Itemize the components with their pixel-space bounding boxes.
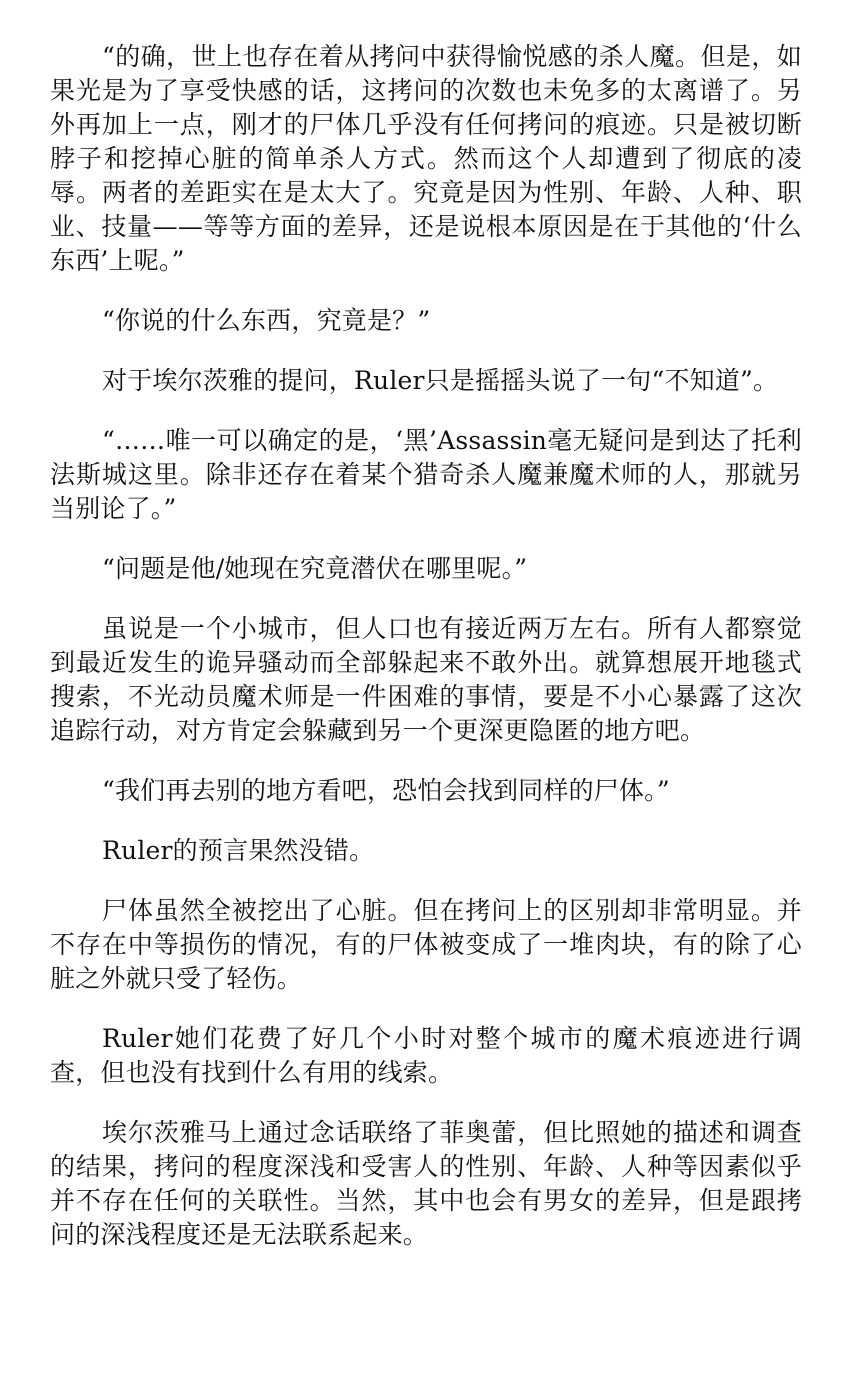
paragraph: “我们再去别的地方看吧，恐怕会找到同样的尸体。” [102,776,670,805]
paragraph: “问题是他/她现在究竟潜伏在哪里呢。” [102,554,528,583]
paragraph: Ruler的预言果然没错。 [102,836,375,865]
paragraph: 埃尔茨雅马上通过念话联络了菲奥蕾，但比照她的描述和调查的结果，拷问的程度深浅和受害人的性别、年龄、人种等因素似乎并不存在任何的关联性。当然，其中也会有男女的差异，但是跟拷问的深浅程度还是无法联系起来。 [50,1118,802,1249]
paragraph: 虽说是一个小城市，但人口也有接近两万左右。所有人都察觉到最近发生的诡异骚动而全部躲起来不敢外出。就算想展开地毯式搜索，不光动员魔术师是一件困难的事情，要是不小心暴露了这次追踪行动，对方肯定会躲藏到另一个更深更隐匿的地方吧。 [50,614,802,745]
paragraph: “你说的什么东西，究竟是？” [102,306,431,335]
paragraph: 尸体虽然全被挖出了心脏。但在拷问上的区别却非常明显。并不存在中等损伤的情况，有的尸体被变成了一堆肉块，有的除了心脏之外就只受了轻伤。 [50,896,802,993]
paragraph: “的确，世上也存在着从拷问中获得愉悦感的杀人魔。但是，如果光是为了享受快感的话，这拷问的次数也未免多的太离谱了。另外再加上一点，刚才的尸体几乎没有任何拷问的痕迹。只是被切断脖子和挖掉心脏的简单杀人方式。然而这个人却遭到了彻底的凌辱。两者的差距实在是太大了。究竟是因为性别、年龄、人种、职业、技量——等等方面的差异，还是说根本原因是在于其他的‘什么东西’上呢。” [50,42,802,275]
paragraph: 对于埃尔茨雅的提问，Ruler只是摇摇头说了一句“不知道”。 [102,366,779,395]
paragraph: Ruler她们花费了好几个小时对整个城市的魔术痕迹进行调查，但也没有找到什么有用的线索。 [50,1024,802,1087]
paragraph: “……唯一可以确定的是，‘黑’Assassin毫无疑问是到达了托利法斯城这里。除非还存在着某个猎奇杀人魔兼魔术师的人，那就另当别论了。” [50,426,802,523]
